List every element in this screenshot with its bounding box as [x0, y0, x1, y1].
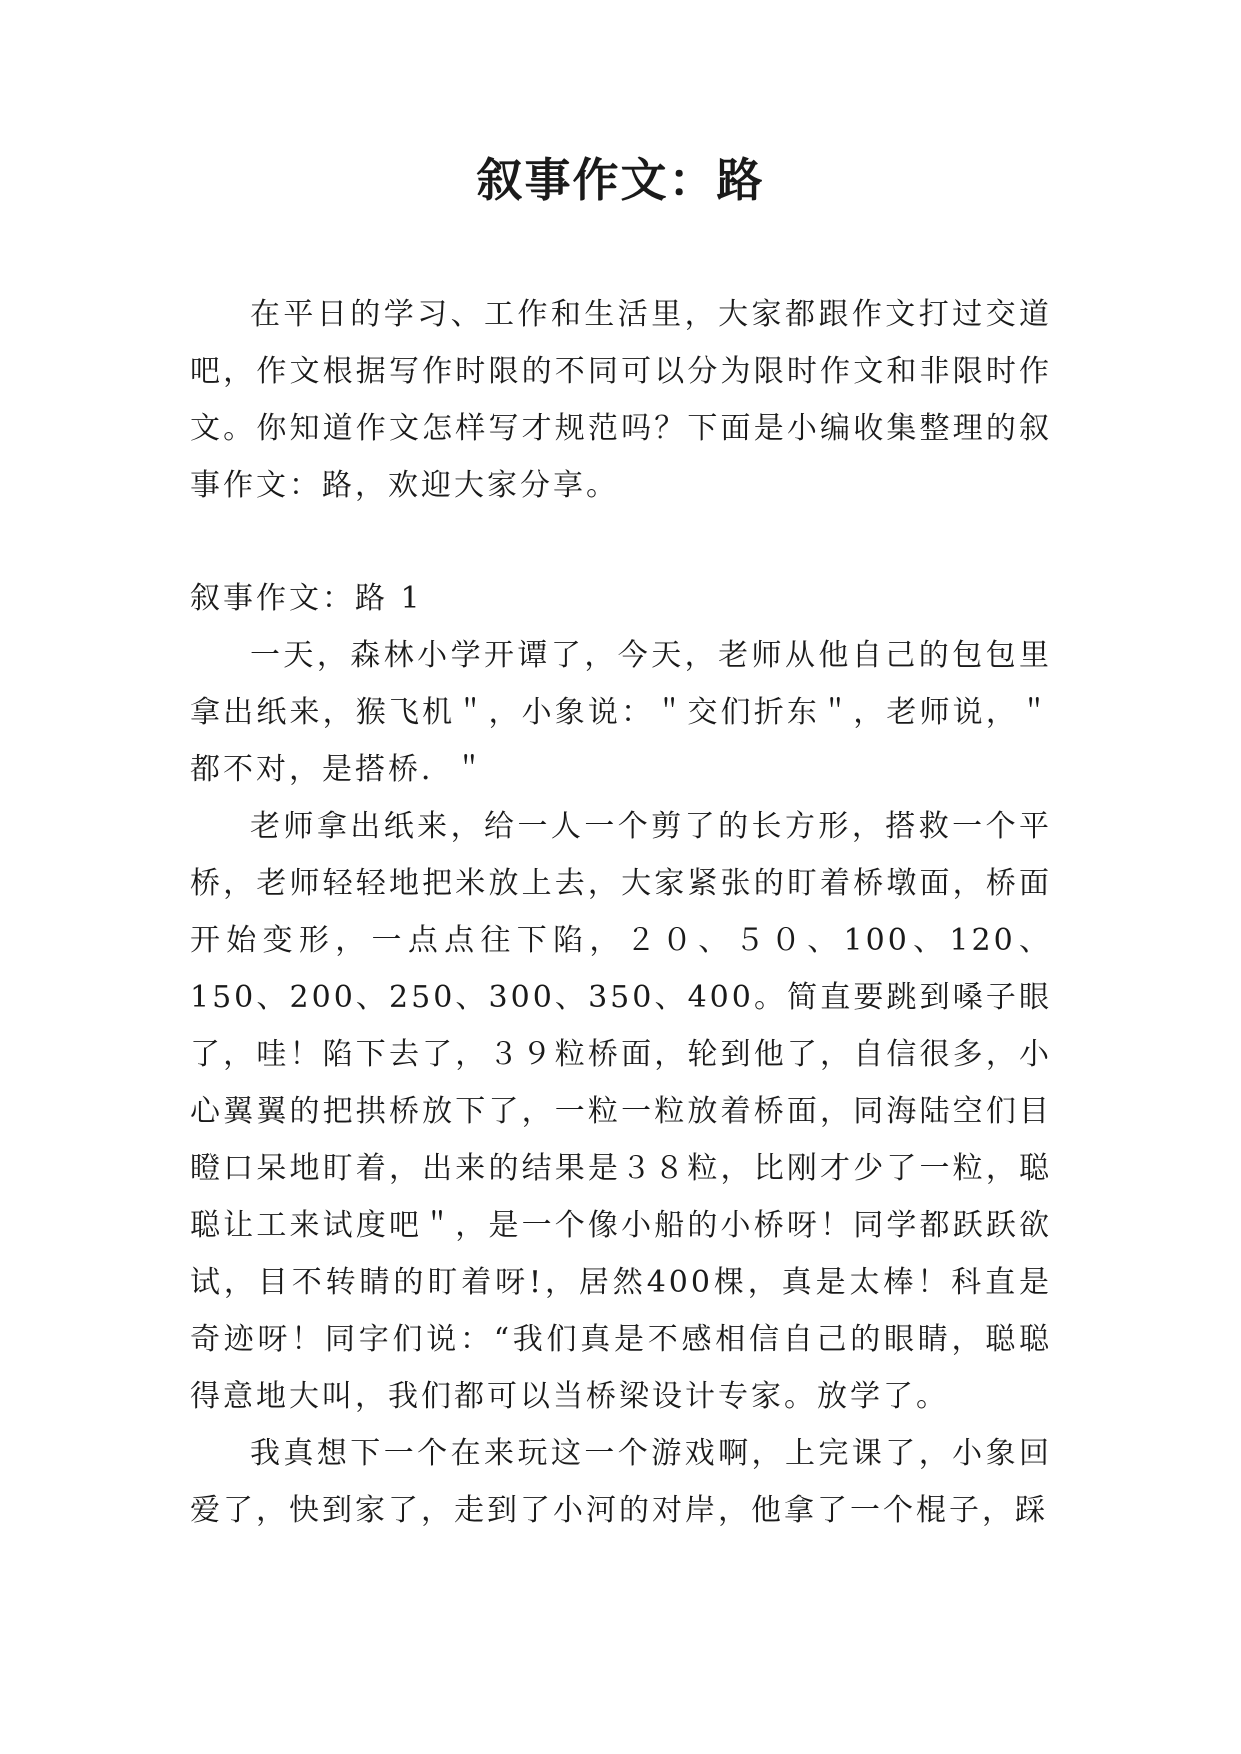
- body-paragraph-2: 老师拿出纸来，给一人一个剪了的长方形，搭救一个平桥，老师轻轻地把米放上去，大家紧张的盯着桥墩面，桥面开始变形，一点点往下陷，２０、５０、100、120、150、200、250、300、350、400。简直要跳到嗓子眼了，哇！陷下去了，３９粒桥面，轮到他了，自信很多，小心翼翼的把拱桥放下了，一粒一粒放着桥面，同海陆空们目瞪口呆地盯着，出来的结果是３８粒，比刚才少了一粒，聪聪让工来试度吧＂，是一个像小船的小桥呀！同学都跃跃欲试，目不转睛的盯着呀!，居然400棵，真是太棒！科直是奇迹呀！同字们说：“我们真是不感相信自己的眼睛，聪聪得意地大叫，我们都可以当桥梁设计专家。放学了。: [190, 809, 1052, 1414]
- section-heading: 叙事作文：路 1: [190, 581, 423, 616]
- paragraph-gap: [190, 514, 1052, 570]
- body-paragraph-1: 一天，森林小学开谭了，今天，老师从他自己的包包里拿出纸来，猴飞机＂，小象说：＂交们折东＂，老师说，＂都不对，是搭桥．＂: [190, 638, 1052, 787]
- document-body: [190, 286, 1052, 1539]
- intro-paragraph: 在平日的学习、工作和生活里，大家都跟作文打过交道吧，作文根据写作时限的不同可以分为限时作文和非限时作文。你知道作文怎样写才规范吗？下面是小编收集整理的叙事作文：路，欢迎大家分享。: [190, 297, 1052, 503]
- body-paragraph-3: 我真想下一个在来玩这一个游戏啊，上完课了，小象回爱了，快到家了，走到了小河的对岸，他拿了一个棍子，踩: [190, 1436, 1052, 1528]
- document-title: 叙事作文：路: [476, 153, 765, 207]
